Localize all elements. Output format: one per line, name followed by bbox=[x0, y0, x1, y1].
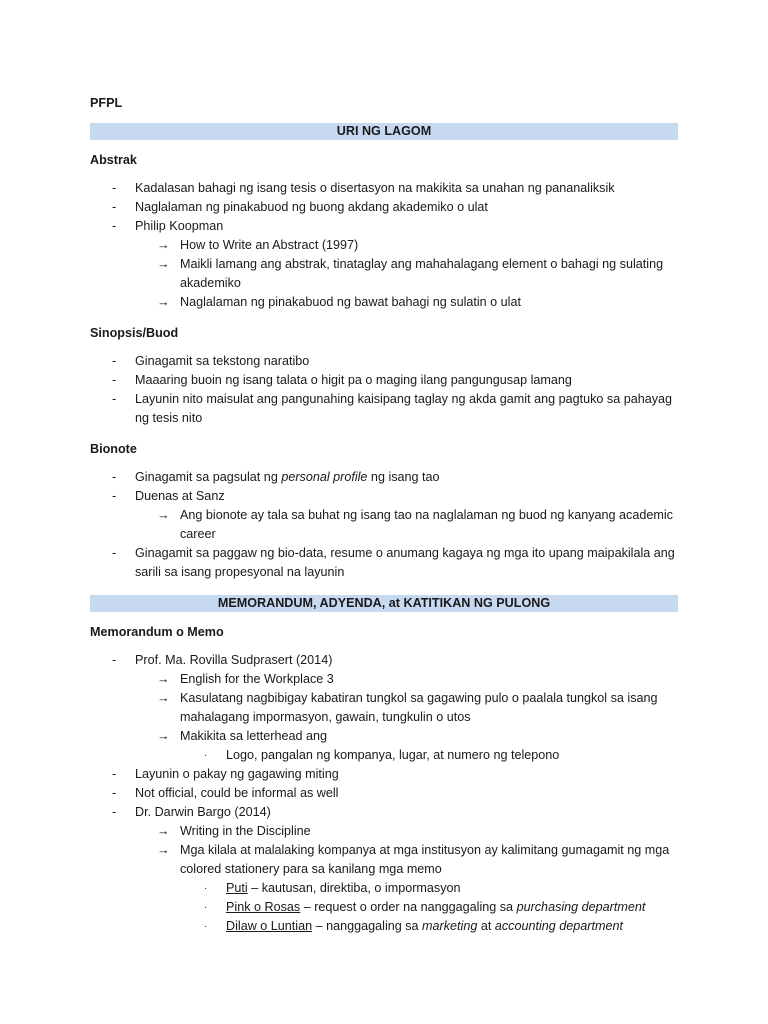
dash-marker: - bbox=[112, 354, 117, 368]
list-item-pink: · Pink o Rosas – request o order na nanggagaling sa purchasing department bbox=[90, 898, 678, 917]
arrow-marker: → bbox=[157, 238, 170, 252]
abstrak-list bbox=[90, 179, 678, 312]
dash-marker: - bbox=[112, 805, 117, 819]
arrow-marker: → bbox=[157, 257, 170, 271]
list-item: - Prof. Ma. Rovilla Sudprasert (2014) bbox=[90, 651, 678, 670]
list-item-dilaw: · Dilaw o Luntian – nanggagaling sa marketing at accounting department bbox=[90, 917, 678, 936]
list-item: - Ginagamit sa pagsulat ng personal profile ng isang tao bbox=[90, 468, 678, 487]
dash-marker: - bbox=[112, 200, 117, 214]
section-band-uri-ng-lagom: URI NG LAGOM bbox=[90, 123, 678, 140]
list-item: - Duenas at Sanz bbox=[90, 487, 678, 506]
list-item: → Writing in the Discipline bbox=[90, 822, 678, 841]
list-item: → Maikli lamang ang abstrak, tinataglay ang mahahalagang element o bahagi ng sulating akademiko bbox=[157, 257, 664, 290]
document-title: PFPL bbox=[90, 96, 123, 110]
dash-marker: - bbox=[112, 470, 117, 484]
dot-marker: · bbox=[204, 750, 208, 761]
list-item: - Layunin o pakay ng gagawing miting bbox=[90, 765, 678, 784]
dot-marker: · bbox=[204, 883, 208, 894]
dash-marker: - bbox=[112, 767, 117, 781]
list-item: → How to Write an Abstract (1997) bbox=[90, 236, 678, 255]
arrow-marker: → bbox=[157, 295, 170, 309]
list-item: → Naglalaman ng pinakabuod ng bawat bahagi ng sulatin o ulat bbox=[90, 293, 678, 312]
heading-bionote: Bionote bbox=[90, 442, 137, 456]
section-band-memorandum: MEMORANDUM, ADYENDA, at KATITIKAN NG PULONG bbox=[90, 595, 678, 612]
list-item: - Not official, could be informal as well bbox=[90, 784, 678, 803]
list-item: → Ang bionote ay tala sa buhat ng isang tao na naglalaman ng buod ng kanyang academic career bbox=[157, 508, 673, 541]
arrow-marker: → bbox=[157, 508, 170, 522]
dash-marker: - bbox=[112, 373, 117, 387]
arrow-marker: → bbox=[157, 672, 170, 686]
list-item: - Layunin nito maisulat ang pangunahing kaisipang taglay ng akda gamit ang pagtuko sa pahayag ng tesis nito bbox=[112, 392, 673, 425]
bionote-list bbox=[90, 468, 678, 582]
arrow-marker: → bbox=[157, 691, 170, 705]
arrow-marker: → bbox=[157, 729, 170, 743]
list-item: → Mga kilala at malalaking kompanya at mga institusyon ay kalimitang gumagamit ng mga colored stationery para sa kanilang mga memo bbox=[157, 843, 670, 876]
dash-marker: - bbox=[112, 489, 117, 503]
list-item: · Logo, pangalan ng kompanya, lugar, at numero ng telepono bbox=[90, 746, 678, 765]
list-item: - Maaaring buoin ng isang talata o higit pa o maging ilang pangungusap lamang bbox=[90, 371, 678, 390]
dash-marker: - bbox=[112, 181, 117, 195]
dot-marker: · bbox=[204, 921, 208, 932]
list-item: - Dr. Darwin Bargo (2014) bbox=[90, 803, 678, 822]
heading-memo: Memorandum o Memo bbox=[90, 625, 224, 639]
memo-list bbox=[90, 651, 678, 936]
list-item: - Kadalasan bahagi ng isang tesis o disertasyon na makikita sa unahan ng pananaliksik bbox=[90, 179, 678, 198]
heading-abstrak: Abstrak bbox=[90, 153, 137, 167]
arrow-marker: → bbox=[157, 824, 170, 838]
dash-marker: - bbox=[112, 546, 117, 560]
list-item: - Ginagamit sa paggaw ng bio-data, resume o anumang kagaya ng mga ito upang maipakilala ang sarili sa isang propesyonal na layunin bbox=[112, 546, 675, 579]
dash-marker: - bbox=[112, 392, 117, 406]
document-page bbox=[90, 95, 678, 949]
list-item: - Ginagamit sa tekstong naratibo bbox=[90, 352, 678, 371]
heading-sinopsis: Sinopsis/Buod bbox=[90, 326, 179, 340]
arrow-marker: → bbox=[157, 843, 170, 857]
list-item: → Makikita sa letterhead ang bbox=[90, 727, 678, 746]
list-item: → Kasulatang nagbibigay kabatiran tungkol sa gagawing pulo o paalala tungkol sa isang mahalagang impormasyon, gawain, tungkulin o utos bbox=[157, 691, 658, 724]
list-item-puti: · Puti – kautusan, direktiba, o impormasyon bbox=[90, 879, 678, 898]
list-item: → English for the Workplace 3 bbox=[90, 670, 678, 689]
dot-marker: · bbox=[204, 902, 208, 913]
dash-marker: - bbox=[112, 653, 117, 667]
dash-marker: - bbox=[112, 219, 117, 233]
sinopsis-list bbox=[90, 352, 678, 428]
dash-marker: - bbox=[112, 786, 117, 800]
list-item: - Philip Koopman bbox=[90, 217, 678, 236]
list-item: - Naglalaman ng pinakabuod ng buong akdang akademiko o ulat bbox=[90, 198, 678, 217]
